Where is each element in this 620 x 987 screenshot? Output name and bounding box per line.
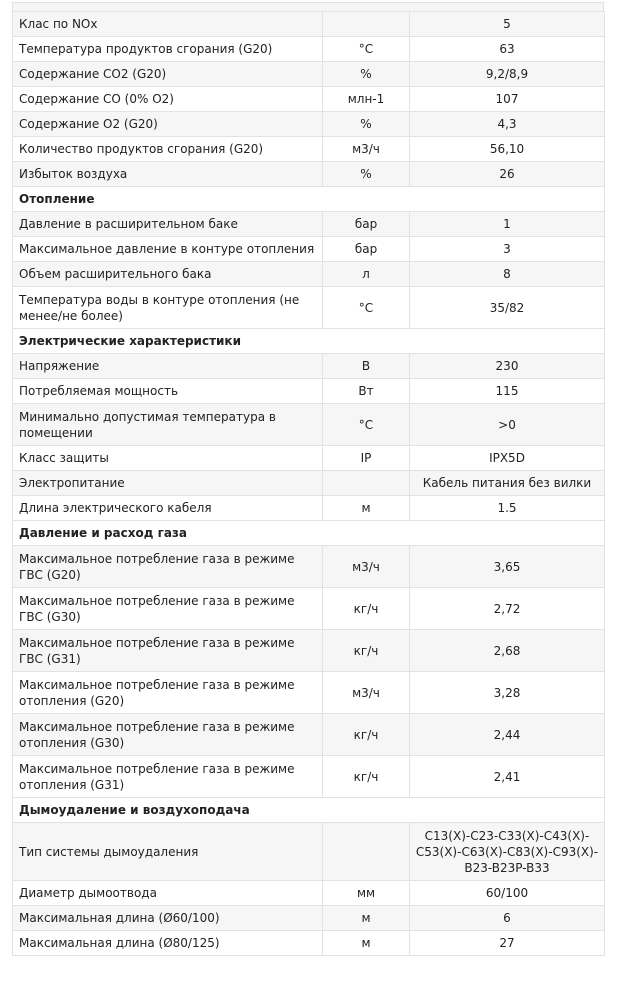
table-row bbox=[13, 672, 605, 714]
table-row bbox=[13, 756, 605, 798]
unit-cell: м3/ч bbox=[323, 546, 410, 588]
param-name-cell: Максимальное потребление газа в режиме ГВС (G31) bbox=[13, 630, 323, 672]
section-title: Давление и расход газа bbox=[13, 521, 605, 546]
value-cell: 8 bbox=[410, 262, 605, 287]
table-row bbox=[13, 262, 605, 287]
value-cell: 26 bbox=[410, 162, 605, 187]
value-cell: 63 bbox=[410, 37, 605, 62]
unit-cell: IP bbox=[323, 446, 410, 471]
param-name-cell: Электропитание bbox=[13, 471, 323, 496]
param-name-cell: Максимальное потребление газа в режиме ГВС (G20) bbox=[13, 546, 323, 588]
value-cell: IPX5D bbox=[410, 446, 605, 471]
table-row bbox=[13, 162, 605, 187]
param-name-cell: Напряжение bbox=[13, 354, 323, 379]
value-cell: 60/100 bbox=[410, 881, 605, 906]
table-row bbox=[13, 137, 605, 162]
param-name-cell: Температура продуктов сгорания (G20) bbox=[13, 37, 323, 62]
table-row bbox=[13, 112, 605, 137]
value-cell: 107 bbox=[410, 87, 605, 112]
unit-cell bbox=[323, 823, 410, 881]
unit-cell: м3/ч bbox=[323, 672, 410, 714]
table-row bbox=[13, 496, 605, 521]
unit-cell: % bbox=[323, 62, 410, 87]
section-title: Отопление bbox=[13, 187, 605, 212]
param-name-cell: Потребляемая мощность bbox=[13, 379, 323, 404]
param-name-cell: Максимальное потребление газа в режиме ГВС (G30) bbox=[13, 588, 323, 630]
unit-cell: кг/ч bbox=[323, 630, 410, 672]
table-row bbox=[13, 212, 605, 237]
param-name-cell: Содержание O2 (G20) bbox=[13, 112, 323, 137]
section-header bbox=[13, 187, 605, 212]
param-name-cell: Класс защиты bbox=[13, 446, 323, 471]
param-name-cell: Клас по NOx bbox=[13, 12, 323, 37]
table-row bbox=[13, 906, 605, 931]
table-row bbox=[13, 630, 605, 672]
table-row bbox=[13, 62, 605, 87]
value-cell: 2,44 bbox=[410, 714, 605, 756]
table-row bbox=[13, 881, 605, 906]
value-cell: 115 bbox=[410, 379, 605, 404]
table-row bbox=[13, 931, 605, 956]
unit-cell: °C bbox=[323, 37, 410, 62]
table-row bbox=[13, 471, 605, 496]
value-cell: 56,10 bbox=[410, 137, 605, 162]
unit-cell: В bbox=[323, 354, 410, 379]
param-name-cell: Максимальная длина (Ø80/125) bbox=[13, 931, 323, 956]
value-cell: 4,3 bbox=[410, 112, 605, 137]
param-name-cell: Объем расширительного бака bbox=[13, 262, 323, 287]
unit-cell bbox=[323, 471, 410, 496]
value-cell: 2,68 bbox=[410, 630, 605, 672]
value-cell: Кабель питания без вилки bbox=[410, 471, 605, 496]
value-cell: 6 bbox=[410, 906, 605, 931]
table-row bbox=[13, 823, 605, 881]
specs-table-container bbox=[12, 2, 604, 956]
param-name-cell: Максимальное давление в контуре отопления bbox=[13, 237, 323, 262]
param-name-cell: Максимальное потребление газа в режиме отопления (G31) bbox=[13, 756, 323, 798]
param-name-cell: Тип системы дымоудаления bbox=[13, 823, 323, 881]
unit-cell: л bbox=[323, 262, 410, 287]
param-name-cell: Диаметр дымоотвода bbox=[13, 881, 323, 906]
param-name-cell: Минимально допустимая температура в помещении bbox=[13, 404, 323, 446]
specs-table bbox=[12, 11, 605, 956]
param-name-cell: Содержание CO (0% O2) bbox=[13, 87, 323, 112]
param-name-cell: Избыток воздуха bbox=[13, 162, 323, 187]
table-row bbox=[13, 37, 605, 62]
value-cell: 230 bbox=[410, 354, 605, 379]
table-row bbox=[13, 87, 605, 112]
unit-cell: бар bbox=[323, 212, 410, 237]
value-cell: 27 bbox=[410, 931, 605, 956]
unit-cell: млн-1 bbox=[323, 87, 410, 112]
table-row bbox=[13, 237, 605, 262]
value-cell: 3,65 bbox=[410, 546, 605, 588]
unit-cell: % bbox=[323, 162, 410, 187]
section-title: Дымоудаление и воздухоподача bbox=[13, 798, 605, 823]
param-name-cell: Давление в расширительном баке bbox=[13, 212, 323, 237]
param-name-cell: Содержание CO2 (G20) bbox=[13, 62, 323, 87]
unit-cell: бар bbox=[323, 237, 410, 262]
unit-cell: кг/ч bbox=[323, 756, 410, 798]
value-cell: 5 bbox=[410, 12, 605, 37]
table-row bbox=[13, 546, 605, 588]
unit-cell: Вт bbox=[323, 379, 410, 404]
unit-cell: м bbox=[323, 906, 410, 931]
value-cell: 2,72 bbox=[410, 588, 605, 630]
value-cell: 9,2/8,9 bbox=[410, 62, 605, 87]
value-cell: C13(X)-C23-C33(X)-C43(X)-C53(X)-C63(X)-C83(X)-C93(X)-B23-B23P-B33 bbox=[410, 823, 605, 881]
unit-cell: м3/ч bbox=[323, 137, 410, 162]
table-row bbox=[13, 446, 605, 471]
unit-cell: кг/ч bbox=[323, 588, 410, 630]
table-top-strip bbox=[12, 2, 604, 11]
unit-cell: м bbox=[323, 931, 410, 956]
unit-cell: °C bbox=[323, 404, 410, 446]
param-name-cell: Максимальное потребление газа в режиме отопления (G30) bbox=[13, 714, 323, 756]
unit-cell: кг/ч bbox=[323, 714, 410, 756]
value-cell: 3,28 bbox=[410, 672, 605, 714]
unit-cell: мм bbox=[323, 881, 410, 906]
param-name-cell: Длина электрического кабеля bbox=[13, 496, 323, 521]
table-row bbox=[13, 404, 605, 446]
unit-cell bbox=[323, 12, 410, 37]
value-cell: 3 bbox=[410, 237, 605, 262]
section-title: Электрические характеристики bbox=[13, 329, 605, 354]
value-cell: 35/82 bbox=[410, 287, 605, 329]
value-cell: 1.5 bbox=[410, 496, 605, 521]
param-name-cell: Максимальное потребление газа в режиме отопления (G20) bbox=[13, 672, 323, 714]
param-name-cell: Максимальная длина (Ø60/100) bbox=[13, 906, 323, 931]
section-header bbox=[13, 521, 605, 546]
table-row bbox=[13, 12, 605, 37]
value-cell: 2,41 bbox=[410, 756, 605, 798]
table-row bbox=[13, 588, 605, 630]
unit-cell: % bbox=[323, 112, 410, 137]
table-row bbox=[13, 379, 605, 404]
value-cell: >0 bbox=[410, 404, 605, 446]
table-row bbox=[13, 354, 605, 379]
table-row bbox=[13, 287, 605, 329]
unit-cell: м bbox=[323, 496, 410, 521]
value-cell: 1 bbox=[410, 212, 605, 237]
section-header bbox=[13, 798, 605, 823]
param-name-cell: Температура воды в контуре отопления (не менее/не более) bbox=[13, 287, 323, 329]
param-name-cell: Количество продуктов сгорания (G20) bbox=[13, 137, 323, 162]
table-row bbox=[13, 714, 605, 756]
unit-cell: °C bbox=[323, 287, 410, 329]
section-header bbox=[13, 329, 605, 354]
